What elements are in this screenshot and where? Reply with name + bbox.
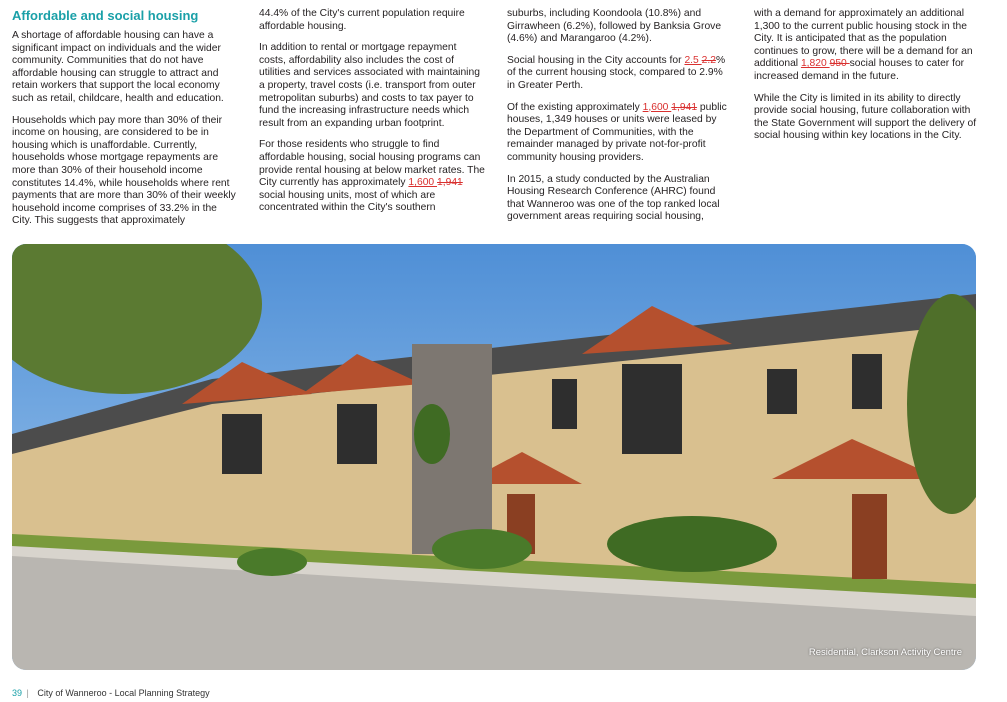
column-3 <box>507 8 733 233</box>
paragraph: While the City is limited in its ability to directly provide social housing, future collaboration with the State Government will support the delivery of social housing within key locations in the City. <box>754 92 977 142</box>
text-run: For those residents who struggle to find affordable housing, social housing programs can provide rental housing at below market rates. The City currently has approximately <box>259 139 485 189</box>
text-run: public houses, 1,349 houses or units were leased by the Department of Communities, with the remainder managed by private not-for-profit community housing providers. <box>507 101 727 163</box>
paragraph: A shortage of affordable housing can have a significant impact on individuals and the wider community. Communities that do not have affordable housing can struggle to attract and retain workers that support the local economy such as retail, childcare, health and education. <box>12 30 224 104</box>
tracked-insertion: 1,600 <box>408 177 438 189</box>
window <box>337 404 377 464</box>
palm <box>414 404 450 464</box>
column-1 <box>12 8 238 237</box>
text-run: social housing units, most of which are concentrated within the City's southern <box>259 189 436 214</box>
window <box>767 369 797 414</box>
paragraph <box>754 8 980 84</box>
text-run: Social housing in the City accounts for <box>507 54 685 66</box>
tracked-insertion: 1,600 <box>642 101 672 113</box>
paragraph: suburbs, including Koondoola (10.8%) and Girrawheen (6.2%), followed by Banksia Grove (4.6%) and Marangaroo (4.2%). <box>507 8 722 45</box>
page-footer <box>12 688 210 698</box>
paragraph: Households which pay more than 30% of their income on housing, are considered to be in housing which is unaffordable. Currently, households whose mortgage repayments are more than 30% of their household income constitutes 14.4%, while households where rent payments that are more than 30% of their weekly household income comprises of 33.2% in the City. This suggests that approximately <box>12 114 236 227</box>
tracked-insertion: 1,820 <box>800 58 830 70</box>
column-2 <box>259 8 485 224</box>
photo-caption: Residential, Clarkson Activity Centre <box>808 647 962 658</box>
tracked-deletion: 2.2 <box>701 54 716 66</box>
hedge <box>432 529 532 569</box>
hedge <box>607 516 777 572</box>
window <box>852 354 882 409</box>
document-title: City of Wanneroo - Local Planning Strategy <box>37 688 210 698</box>
tracked-deletion: 950 <box>829 58 850 70</box>
paragraph <box>507 55 733 93</box>
paragraph <box>259 139 485 215</box>
paragraph: In addition to rental or mortgage repayment costs, affordability also includes the cost of utilities and services associated with maintaining a property, travel costs (i.e. transport from outer metropolitan suburbs) and costs to tax payer to fund the increasing infrastructure needs which result from an expanding urban footprint. <box>259 42 480 129</box>
tracked-deletion: 1,941 <box>671 101 698 113</box>
text-run: % of the current housing stock, compared to 2.9% in Greater Perth. <box>507 54 726 91</box>
window <box>222 414 262 474</box>
section-heading: Affordable and social housing <box>12 8 199 23</box>
footer-separator: | <box>26 688 29 698</box>
townhouses-illustration <box>12 244 976 670</box>
text-run: with a demand for approximately an additional 1,300 to the current public housing stock in the City. It is anticipated that as the population continues to grow, there will be a demand for an additional <box>754 8 973 70</box>
page-number: 39 <box>12 688 23 698</box>
door <box>852 494 887 579</box>
window <box>552 379 577 429</box>
paragraph: In 2015, a study conducted by the Australian Housing Research Conference (AHRC) found that Wanneroo was one of the top ranked local government areas requiring social housing, <box>507 173 720 223</box>
paragraph <box>507 102 733 165</box>
hedge <box>237 548 307 576</box>
tracked-insertion: 2.5 <box>684 54 702 66</box>
tracked-deletion: 1,941 <box>437 177 463 189</box>
column-4 <box>754 8 980 152</box>
housing-photo <box>12 244 976 670</box>
window <box>622 364 682 454</box>
text-run: social houses to cater for increased demand in the future. <box>754 58 965 82</box>
paragraph: 44.4% of the City's current population require affordable housing. <box>259 8 465 32</box>
text-run: Of the existing approximately <box>507 101 643 113</box>
